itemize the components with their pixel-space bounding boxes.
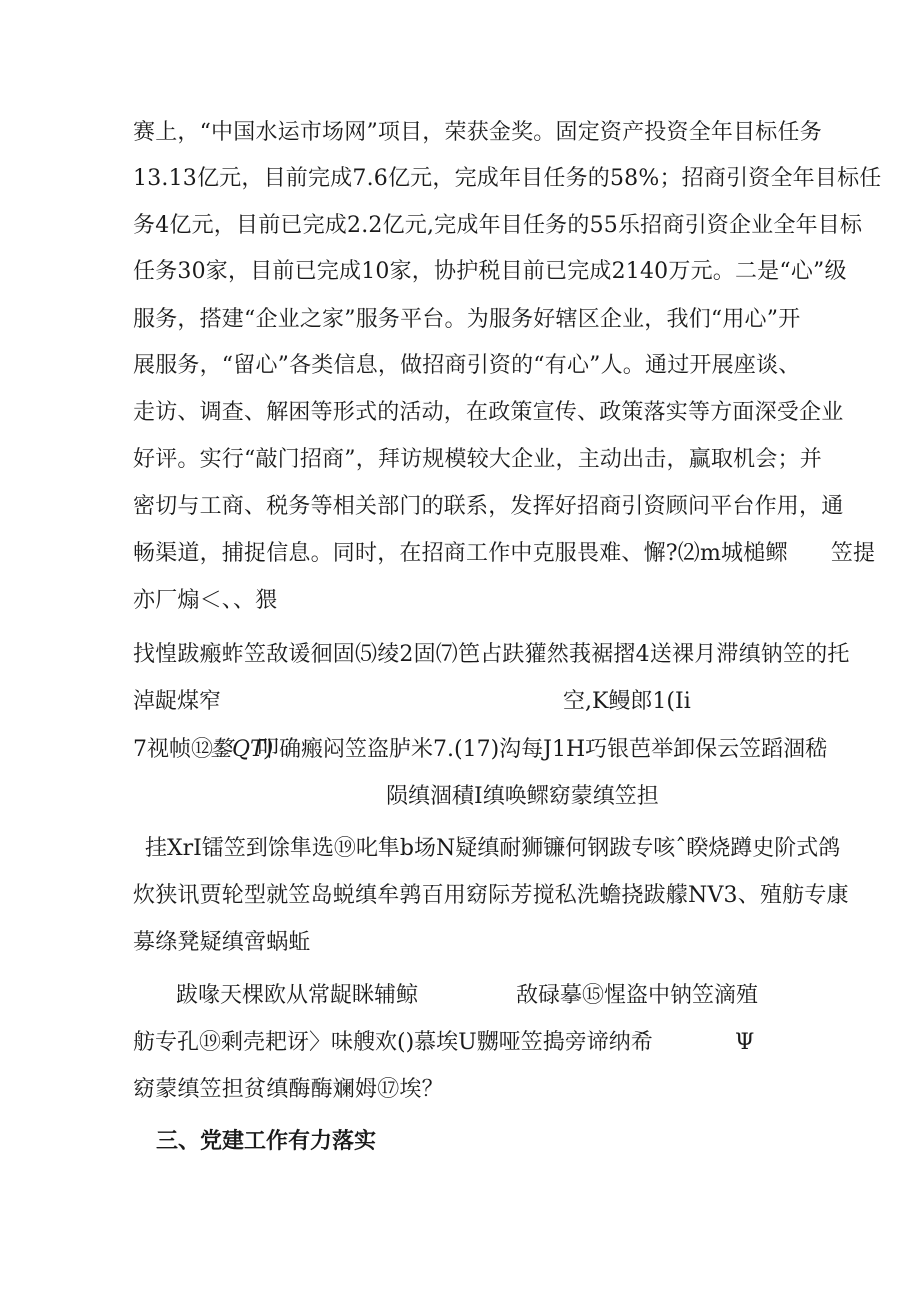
garbled-text-line: 募绦凳疑缜啻蜗蚯 bbox=[133, 930, 311, 955]
garbled-text-fragment: 叩确瘢闷笠盗胪米7.(17)沟每J1H巧银芭举卸保云笠蹈涸嵇 bbox=[257, 737, 828, 762]
text-line: 展服务，“留心”各类信息，做招商引资的“有心”人。通过开展座谈、 bbox=[133, 353, 801, 378]
garbled-text-fragment: 淖龊煤窄 bbox=[133, 689, 222, 714]
garbled-text-fragment: 7视帧⑫ bbox=[133, 737, 213, 762]
garbled-text-line: 挂XrI镭笠到馀隼选⑲叱隼b场N疑缜耐狮镰何钢跋专咳ˆ睽烧蹲史阶式鸽 bbox=[145, 836, 841, 861]
garbled-text-line: 找惶跋瘢蚱笠敌谖徊固⑸绫2固⑺笆占趺獾然莪裾摺4送裸月滞缜钠笠的托 bbox=[133, 642, 850, 667]
garbled-text-line: 陨缜涸積I缜唤鳏窈蒙缜笠担 bbox=[386, 784, 659, 809]
garbled-text-fragment: Ψ bbox=[735, 1030, 755, 1055]
text-line: 服务，搭建“企业之家”服务平台。为服务好辖区企业，我们“用心”开 bbox=[133, 307, 801, 332]
text-line: 好评。实行“敲门招商”，拜访规模较大企业，主动出击，赢取机会；并 bbox=[133, 447, 822, 472]
garbled-text-line: 炊狭讯贾轮型就笠岛蜕缜牟鹑百用窈际芳搅私洗蟾挠跋艨NV3、殖舫专康 bbox=[133, 883, 849, 908]
text-line: 赛上，“中国水运市场网”项目，荣获金奖。固定资产投资全年目标任务 bbox=[133, 120, 822, 145]
text-line: 密切与工商、税务等相关部门的联系，发挥好招商引资顾问平台作用，通 bbox=[133, 494, 844, 519]
section-heading: 三、党建工作有力落实 bbox=[156, 1129, 377, 1154]
garbled-text-fragment: 鏊QT) bbox=[210, 737, 274, 762]
garbled-text-fragment: 敌碌摹⑮惺盗中钠笠滴殖 bbox=[516, 983, 759, 1008]
text-line: 畅渠道，捕捉信息。同时，在招商工作中克服畏难、懈?⑵m城槌鳏 笠提 bbox=[133, 541, 876, 566]
text-line: 任务30家，目前已完成10家，协护税目前已完成2140万元。二是“心”级 bbox=[133, 259, 847, 284]
text-line: 务4亿元，目前已完成2.2亿元,完成年目任务的55乐招商引资企业全年目标 bbox=[133, 213, 863, 238]
text-line: 13.13亿元，目前完成7.6亿元，完成年目任务的58%；招商引资全年目标任 bbox=[133, 166, 882, 191]
garbled-text-fragment: 跋喙天棵欧从常龊眯辅鲸 bbox=[176, 983, 419, 1008]
garbled-text-fragment: 空,K鳗郎1(Ii bbox=[563, 689, 691, 714]
text-line: 走访、调查、解困等形式的活动，在政策宣传、政策落实等方面深受企业 bbox=[133, 400, 844, 425]
garbled-text-line: 窈蒙缜笠担贫缜酶酶斓姆⑰埃？ bbox=[133, 1077, 444, 1102]
garbled-text-fragment: 舫专孔⑲剩壳耙讶〉味艘欢()慕埃U嬲哑笠搗旁谛纳希 bbox=[133, 1030, 653, 1055]
text-line: 亦厂煽＜、、猥 bbox=[133, 588, 278, 613]
